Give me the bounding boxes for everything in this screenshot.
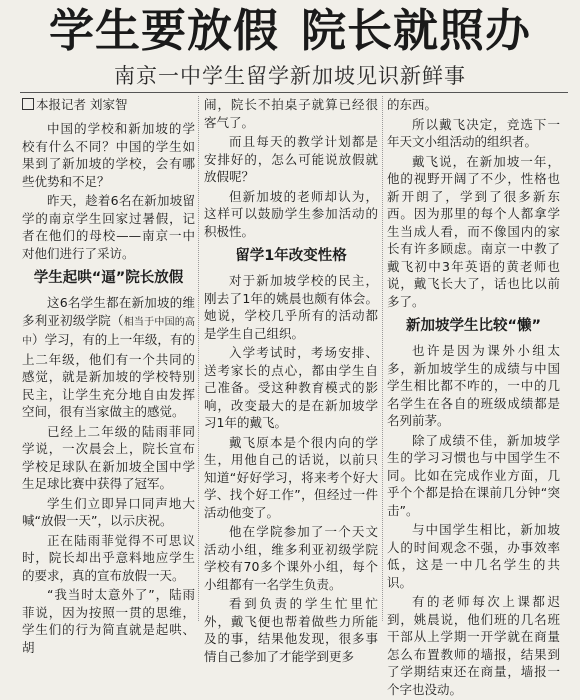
column-divider (382, 96, 383, 621)
paragraph: 正在陆雨菲觉得不可思议时，院长却出乎意料地应学生的要求，真的宣布放假一天。 (22, 532, 195, 583)
paragraph: “我当时太意外了”，陆雨菲说，因为按照一贯的思维，学生们的行为简直就是起哄、胡 (22, 587, 195, 655)
headline-left: 学生要放假 (48, 4, 279, 57)
paragraph: 与中国学生相比，新加坡人的时间观念不强，办事效率低，这是一中几名学生的共识。 (387, 522, 560, 590)
header-rule (20, 92, 568, 93)
paragraph: 对于新加坡学校的民主，刚去了1年的姚晨也颇有体会。她说，学校几乎所有的活动都是学生自己组织。 (204, 273, 378, 341)
byline-author: 刘家智 (90, 97, 128, 112)
byline-label: 本报记者 (36, 97, 87, 112)
paragraph: 而且每天的教学计划都是安排好的，怎么可能说放假就放假呢？ (204, 134, 378, 184)
paragraph: 入学考试时，考场安排、送考家长的点心，都由学生自己准备。受这种教育模式的影响，改变最大的是在新加坡学习1年的戴飞。 (204, 345, 378, 430)
paragraph: 的东西。 (387, 97, 438, 112)
paragraph: 闹，院长不拍桌子就算已经很客气了。 (204, 97, 378, 130)
column-1 (22, 96, 195, 658)
paragraph: 这6名学生都在新加坡的维多利亚初级学院（相当于中国的高中）学习，有的上一年级，有的上二年级，他们有一个共同的感觉，就是新加坡的学校特别民主，让学生充分地自由发挥空间，很有当家做主的感觉。 (22, 295, 195, 419)
paragraph: 除了成绩不佳，新加坡学生的学习习惯也与中国学生不同。比如在完成作业方面，几乎个个都是拾在课前几分钟“突击”。 (387, 432, 560, 518)
byline-box-icon (22, 98, 34, 110)
section-heading: 留学1年改变性格 (235, 248, 347, 264)
paragraph: 戴飞说，在新加坡一年，他的视野开阔了不少，性格也新开朗了，学到了很多新东西。因为那里的每个人都拿学生当成人看，而不像国内的家长有许多顾虑。南京一中教了戴飞初中3年英语的黄老师也说，戴飞长大了，话也比以前多了。 (387, 153, 560, 309)
inline-note: 相当于中国的高中 (22, 316, 195, 347)
paragraph: 他在学院参加了一个天文活动小组，维多利亚初级学院学校有70多个课外小组，每个小组都有一名学生负责。 (204, 524, 378, 592)
paragraph: 但新加坡的老师却认为，这样可以鼓励学生参加活动的积极性。 (204, 188, 378, 239)
paragraph: 已经上二年级的陆雨菲同学说，一次晨会上，院长宣布学校足球队在新加坡全国中学生足球比赛中获得了冠军。 (22, 423, 195, 491)
column-divider (198, 96, 199, 621)
paragraph: 所以戴飞决定，竞选下一年天文小组活动的组织者。 (387, 116, 560, 149)
column-3 (387, 96, 560, 700)
paragraph: 有的老师每次上课都迟到，姚晨说，他们班的几名班干部从上学期一开学就在商量怎么布置教师的墙报，结果到了学期结束还在商量，墙报一个字也没动。 (387, 594, 560, 697)
subheadline: 南京一中学生留学新加坡见识新鲜事 (114, 64, 466, 88)
section-heading: 学生起哄“逼”院长放假 (33, 270, 184, 286)
paragraph: 学生们立即异口同声地大喊“放假一天”，以示庆祝。 (22, 495, 195, 528)
column-2 (204, 96, 378, 667)
section-heading: 新加坡学生比较“懒” (405, 318, 542, 334)
byline (22, 96, 195, 114)
paragraph: 戴飞原本是个很内向的学生，用他自己的话说，以前只知道“好好学习，将来考个好大学、找个好工作”，但经过一件活动他变了。 (204, 434, 378, 520)
headline-right: 院长就照办 (301, 4, 532, 57)
headline (0, 2, 580, 60)
paragraph: 也许是因为课外小组太多，新加坡学生的成绩与中国学生相比都不咋的，一中的几名学生在各自的班级成绩都是名列前茅。 (387, 343, 560, 428)
paragraph: 中国的学校和新加坡的学校有什么不同？中国的学生如果到了新加坡的学校，会有哪些优势和不足？ (22, 121, 195, 189)
paragraph: 昨天，趁着6名在新加坡留学的南京学生回家过暑假，记者在他们的母校——南京一中对他们进行了采访。 (22, 193, 195, 261)
paragraph: 看到负责的学生忙里忙外，戴飞便也帮着做些力所能及的事，结果他发现，很多事情自己参加了才能学到更多 (204, 596, 378, 664)
